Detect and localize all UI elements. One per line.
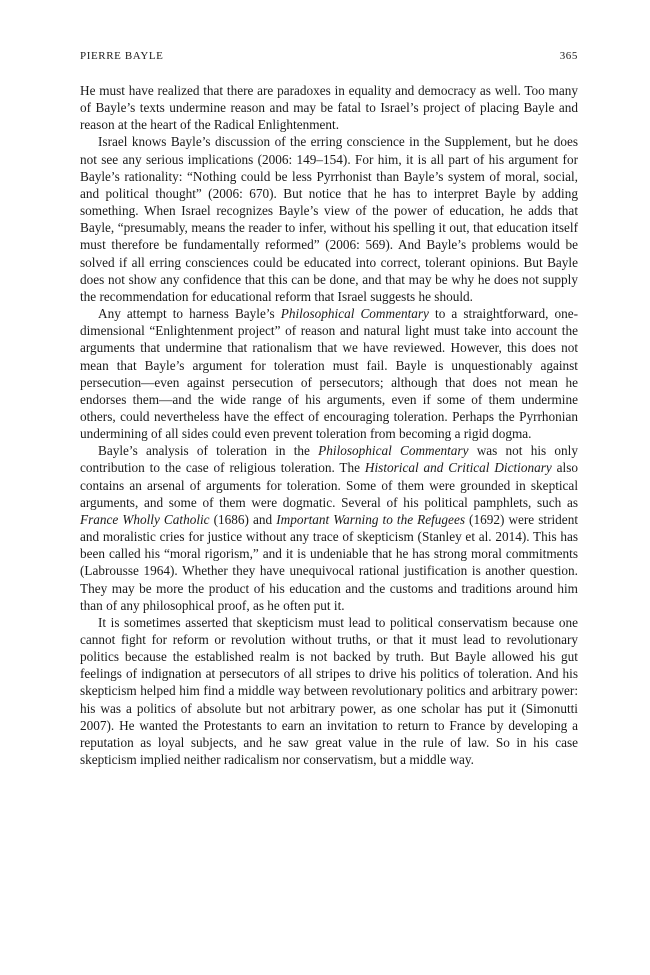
italic-title: Important Warning to the Refugees [276, 511, 465, 527]
paragraph [80, 82, 578, 133]
text-run: He must have realized that there are paradoxes in equality and democracy as well. Too many of Bayle’s texts undermine reason and may be fatal to Israel’s project of placing Bayle and reason at the heart of the Radical Enlightenment. [80, 83, 578, 133]
italic-title: Philosophical Commentary [280, 306, 429, 322]
text-run: was not his only contribution to the case of religious toleration. The [80, 443, 578, 476]
text-run: Any attempt to harness Bayle’s [98, 306, 281, 322]
text-run: It is sometimes asserted that skepticism must lead to political conservatism because one cannot fight for reform or revolution without truths, or that it must lead to revolutionary politics because the established realm is not backed by truth. But Bayle allowed his gut feelings of indignation at persecutors of all stripes to drive his politics of toleration. And his skepticism helped him find a middle way between revolutionary politics and arbitrary power: his was a politics of absolute but not arbitrary power, as one scholar has put it (Simonutti 2007). He wanted the Protestants to earn an invitation to return to France by developing a reputation as loyal subjects, and he saw great value in the rule of law. So in his case skepticism implied neither radicalism nor conservatism, but a middle way. [80, 614, 578, 768]
text-run: to a straightforward, one-dimensional “Enlightenment project” of reason and natural light must take into account the arguments that undermine that rationalism that we have reviewed. However, this does not mean that Bayle’s argument for toleration must fail. Bayle is unquestionably against persecution—even against persecution of persecutors; although that does not mean he endorses them—and the wide range of his arguments, even if some of them undermine others, could nevertheless have the effect of encouraging toleration. Perhaps the Pyrrhonian undermining of all sides could even prevent toleration from becoming a rigid dogma. [80, 306, 579, 442]
paragraph [80, 442, 578, 614]
text-run: Israel knows Bayle’s discussion of the erring conscience in the Supplement, but he does not see any serious implications (2006: 149–154). For him, it is all part of his argument for Bayle’s rationality: “Nothing could be less Pyrrhonist than Bayle’s system of moral, social, and political thought” (2006: 670). But notice that he has to interpret Bayle by adding something. When Israel recognizes Bayle’s view of the power of education, he adds that Bayle, “presumably, means the reader to infer, without his spelling it out, that education itself must therefore be fundamentally reformed” (2006: 569). And Bayle’s problems would be solved if all erring consciences could be educated into correct, tolerant opinions. But Bayle does not show any confidence that this can be done, and that may be why he does not supply the recommendation for educational reform that Israel suggests he should. [80, 134, 578, 304]
running-head [80, 50, 578, 62]
running-title: PIERRE BAYLE [80, 50, 164, 62]
italic-title: Historical and Critical Dictionary [364, 460, 552, 476]
text-run: (1686) and [209, 511, 277, 527]
body-text [80, 82, 578, 768]
paragraph [80, 614, 578, 768]
text-run: Bayle’s analysis of toleration in the [98, 443, 319, 459]
text-run: (1692) were strident and moralistic cries for justice without any trace of skepticism (Stanley et al. 2014). This has been called his “moral rigorism,” and it is undeniable that he has strong moral commitments (Labrousse 1964). Whether they have unequivocal rational justification is another question. They may be more the product of his education and the customs and traditions around him than of any philosophical proof, as he often put it. [80, 511, 578, 613]
italic-title: Philosophical Commentary [318, 443, 469, 459]
paragraph [80, 133, 578, 305]
italic-title: France Wholly Catholic [80, 511, 210, 527]
text-run: also contains an arsenal of arguments for toleration. Some of them were grounded in skeptical arguments, and some of them were dogmatic. Several of his political pamphlets, such as [80, 460, 578, 510]
page-number: 365 [559, 50, 578, 62]
paragraph [80, 305, 578, 442]
